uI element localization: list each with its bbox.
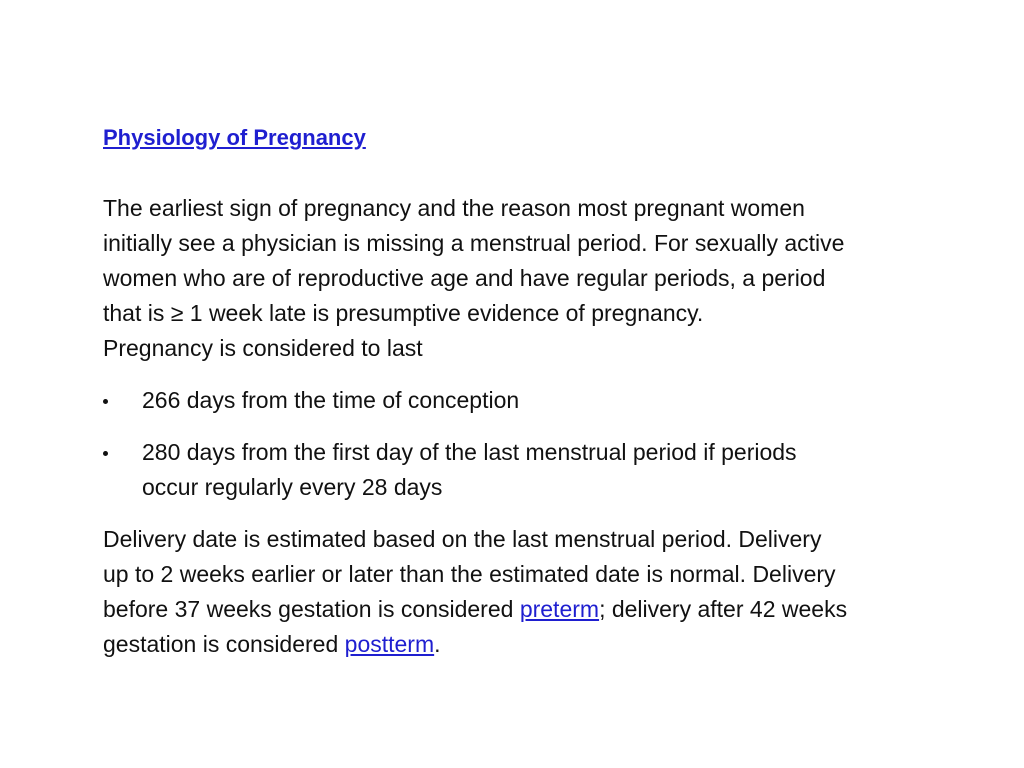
delivery-text: ; delivery after 42 weeks <box>599 596 848 622</box>
slide-content <box>103 124 963 662</box>
bullet-text: 280 days from the first day of the last menstrual period if periods <box>142 439 797 465</box>
intro-paragraph <box>103 191 963 366</box>
delivery-line: up to 2 weeks earlier or later than the estimated date is normal. Delivery <box>103 561 836 587</box>
bullet-text: occur regularly every 28 days <box>142 474 443 500</box>
bullet-text: 266 days from the time of conception <box>142 387 520 413</box>
bullet-icon <box>103 451 108 456</box>
intro-line: that is ≥ 1 week late is presumptive evidence of pregnancy. <box>103 300 704 326</box>
list-item <box>103 435 963 505</box>
delivery-paragraph <box>103 522 963 662</box>
postterm-link[interactable]: postterm <box>344 631 435 657</box>
delivery-line: Delivery date is estimated based on the last menstrual period. Delivery <box>103 526 822 552</box>
list-item <box>103 383 963 418</box>
delivery-text: gestation is considered <box>103 631 345 657</box>
delivery-text: . <box>434 631 441 657</box>
page-title-link[interactable]: Physiology of Pregnancy <box>103 125 366 150</box>
delivery-text: before 37 weeks gestation is considered <box>103 596 520 622</box>
preterm-link[interactable]: preterm <box>519 596 600 622</box>
intro-line: Pregnancy is considered to last <box>103 335 423 361</box>
intro-line: women who are of reproductive age and have regular periods, a period <box>103 265 826 291</box>
intro-line: The earliest sign of pregnancy and the reason most pregnant women <box>103 195 805 221</box>
bullet-icon <box>103 399 108 404</box>
duration-bullet-list <box>103 383 963 505</box>
intro-line: initially see a physician is missing a menstrual period. For sexually active <box>103 230 845 256</box>
